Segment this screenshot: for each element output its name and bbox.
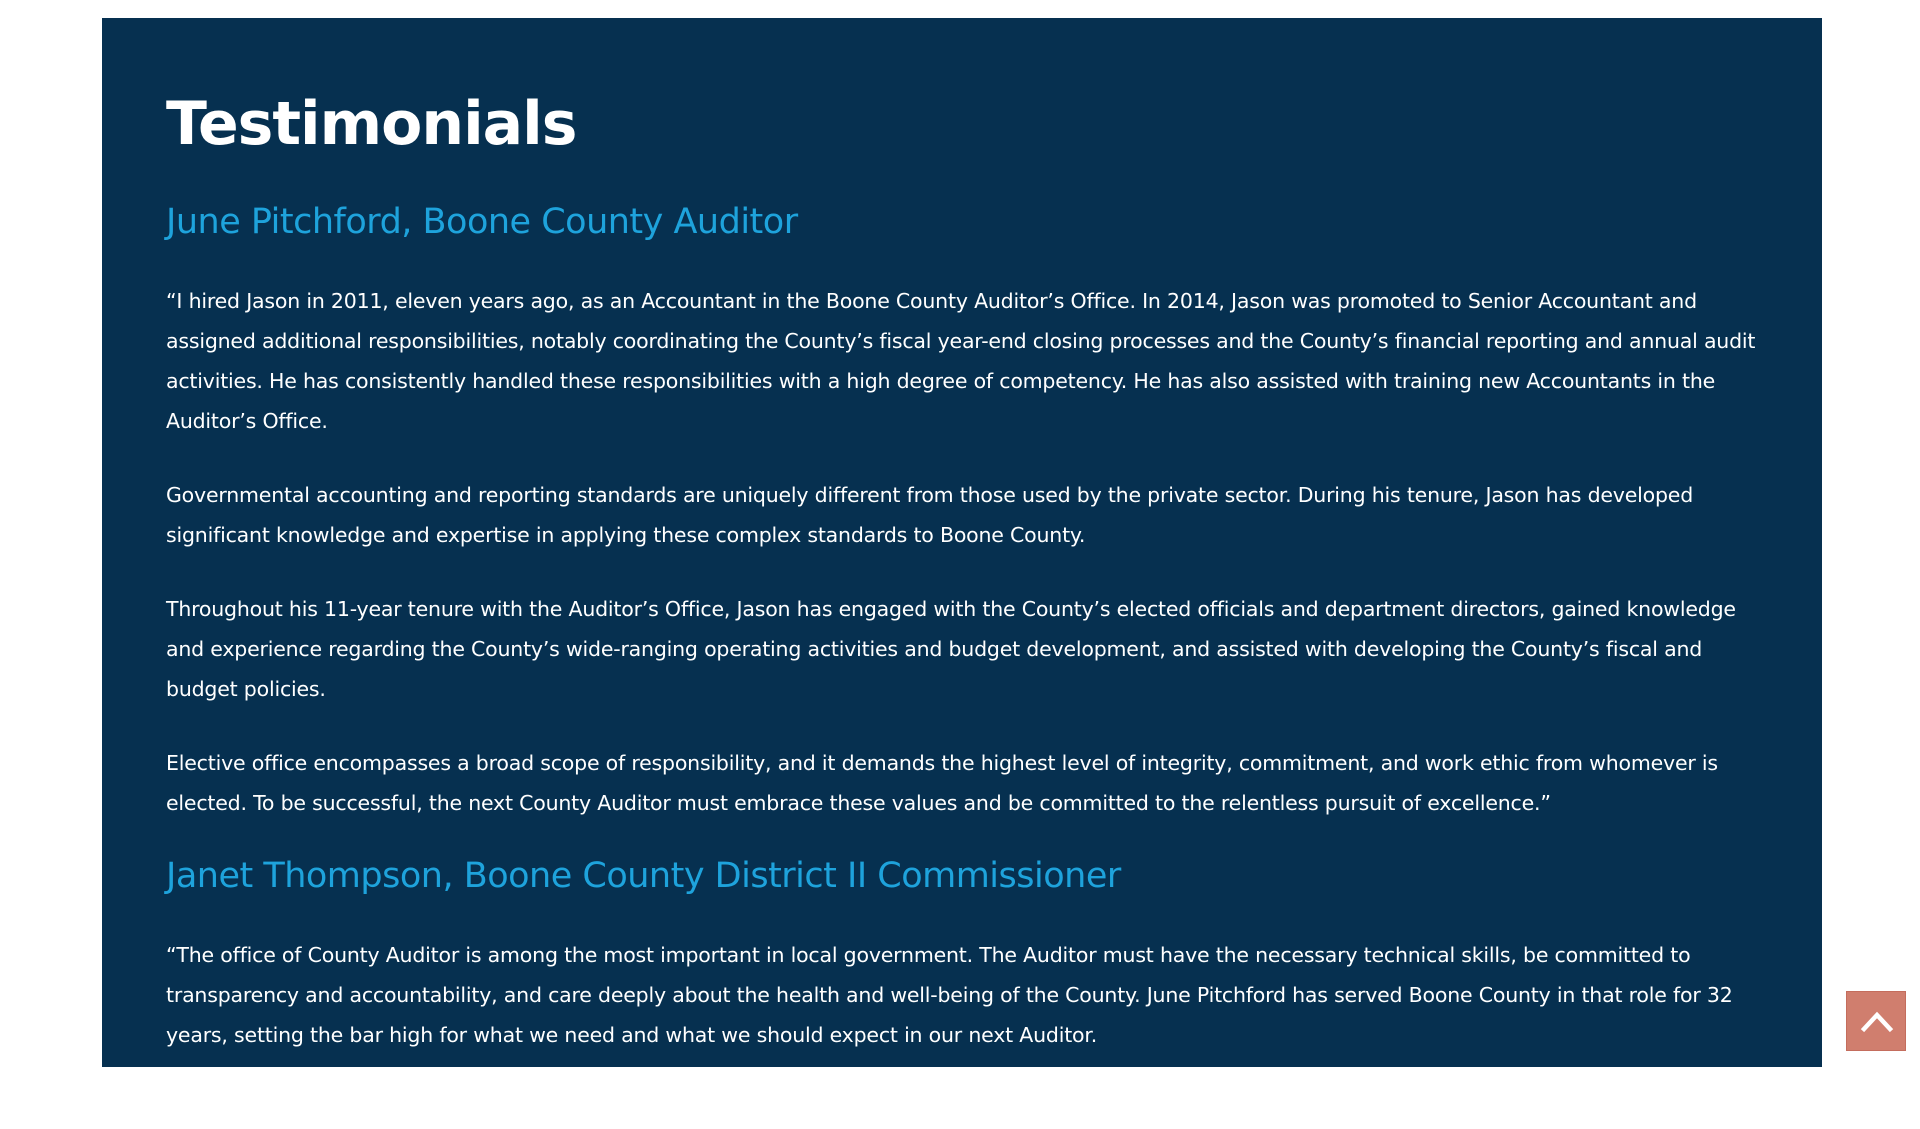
testimonials-content	[166, 18, 1766, 1129]
testimonial-author-june-pitchford: June Pitchford, Boone County Auditor	[166, 202, 798, 242]
testimonial-paragraph: Throughout his 11-year tenure with the Auditor’s Office, Jason has engaged with the County’s elected officials and department directors, gained knowledge and experience regarding the County’s wide-ranging operating activities and budget development, and assisted with developing the County’s fiscal and budget policies.	[166, 597, 1736, 701]
testimonial-paragraph: Governmental accounting and reporting standards are uniquely different from those used by the private sector. During his tenure, Jason has developed significant knowledge and expertise in applying these complex standards to Boone County.	[166, 483, 1694, 547]
testimonial-paragraph: Jason Gibson has worked closely with June for the last 11 years and will continue to provide the same service & accountability we have been fortunate to	[166, 1097, 1711, 1121]
scroll-to-top-button[interactable]	[1846, 991, 1906, 1051]
testimonials-panel	[102, 18, 1822, 1121]
testimonial-paragraph: “The office of County Auditor is among the most important in local government. The Auditor must have the necessary technical skills, be committed to transparency and accountability, and care deeply about the health and well-being of the County. June Pitchford has served Boone County in that role for 32 years, setting the bar high for what we need and what we should expect in our next Auditor.	[166, 943, 1733, 1047]
testimonial-paragraph: Elective office encompasses a broad scope of responsibility, and it demands the highest level of integrity, commitment, and work ethic from whomever is elected. To be successful, the next County Auditor must embrace these values and be committed to the relentless pursuit of excellence.”	[166, 751, 1718, 815]
testimonial-paragraph: “I hired Jason in 2011, eleven years ago, as an Accountant in the Boone County Auditor’s Office. In 2014, Jason was promoted to Senior Accountant and assigned additional responsibilities, notably coordinating the County’s fiscal year-end closing processes and the County’s financial reporting and annual audit activities. He has consistently handled these responsibilities with a high degree of competency. He has also assisted with training new Accountants in the Auditor’s Office.	[166, 289, 1756, 433]
page-title: Testimonials	[166, 89, 577, 159]
testimonial-author-janet-thompson: Janet Thompson, Boone County District II Commissioner	[166, 856, 1121, 896]
